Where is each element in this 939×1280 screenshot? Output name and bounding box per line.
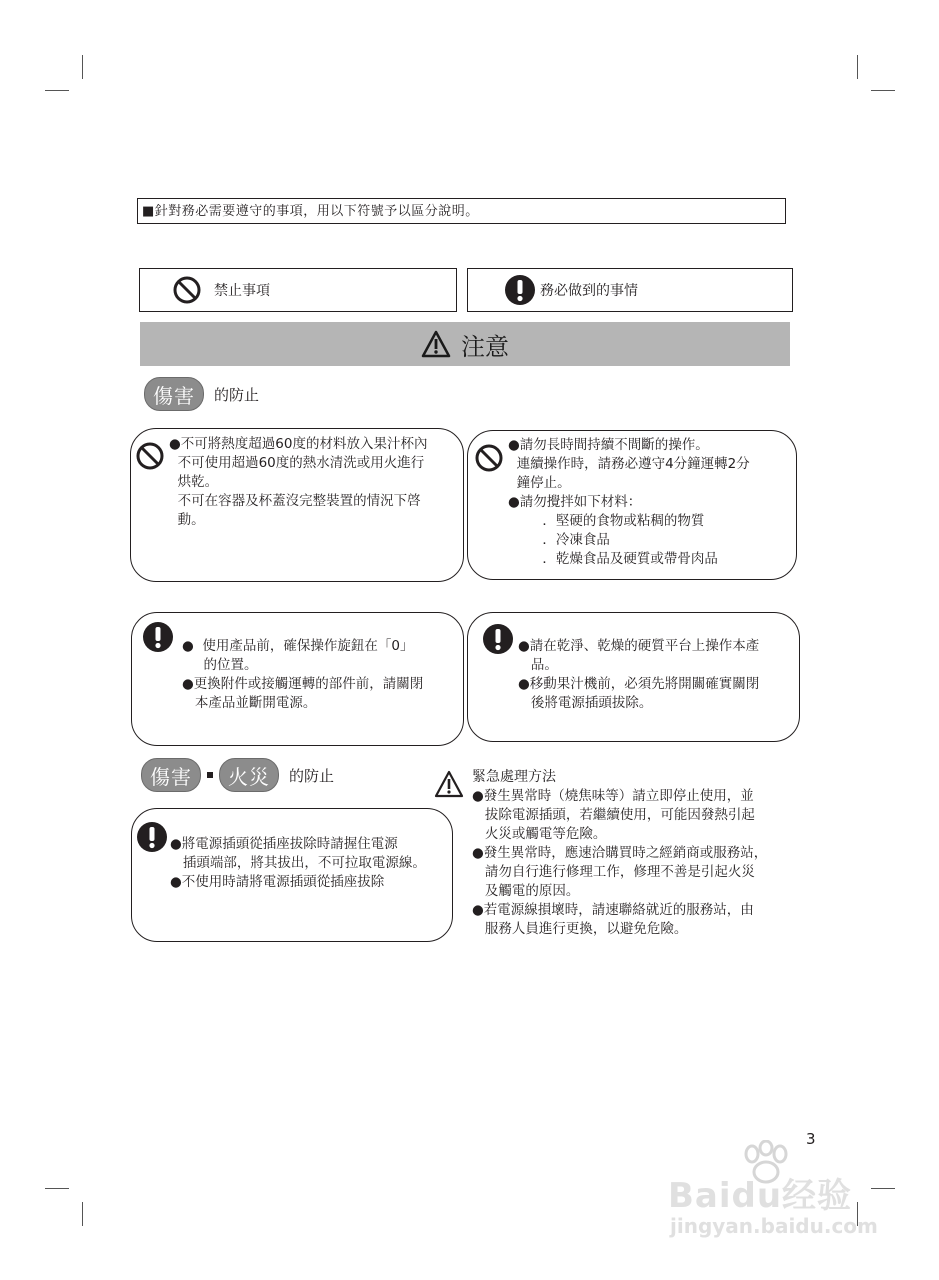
crop-mark bbox=[82, 1202, 83, 1226]
emergency-title: 緊急處理方法 bbox=[472, 769, 556, 785]
emergency-line: 請勿自行進行修理工作，修理不善是引起火災 bbox=[472, 864, 755, 880]
exclamation-icon bbox=[142, 621, 174, 653]
emergency-text bbox=[472, 768, 556, 787]
emergency-line: 火災或觸電等危險。 bbox=[472, 826, 607, 842]
intro-note: ■針對務必需要遵守的事項，用以下符號予以區分說明。 bbox=[137, 198, 786, 224]
crop-mark bbox=[45, 1188, 69, 1189]
card-text bbox=[508, 436, 750, 569]
fire-badge: 火災 bbox=[219, 758, 279, 792]
exclamation-icon bbox=[482, 623, 514, 655]
exclamation-icon bbox=[504, 274, 536, 306]
card-line: ●不使用時請將電源插頭從插座拔除 bbox=[170, 874, 385, 890]
warning-card-heat bbox=[130, 428, 464, 582]
injury-badge: 傷害 bbox=[144, 377, 204, 411]
card-text bbox=[182, 637, 423, 713]
card-line: 烘乾。 bbox=[169, 474, 219, 490]
prohibit-icon bbox=[474, 443, 504, 473]
emergency-line: ●若電源線損壞時，請速聯絡就近的服務站，由 bbox=[472, 902, 754, 918]
section-text: 的防止 bbox=[289, 766, 335, 785]
card-line: ● 使用產品前，確保操作旋鈕在「0」 bbox=[182, 638, 414, 654]
separator-dot bbox=[207, 772, 213, 778]
crop-mark bbox=[82, 55, 83, 79]
card-line: ●將電源插頭從插座拔除時請握住電源 bbox=[170, 836, 398, 852]
warning-card-operation bbox=[467, 430, 797, 580]
card-line: 不可使用超過60度的熱水清洗或用火進行 bbox=[169, 455, 425, 471]
card-line: 動。 bbox=[169, 512, 205, 528]
emergency-line: 服務人員進行更換，以避免危險。 bbox=[472, 921, 688, 937]
emergency-line: ●發生異常時，應速洽購買時之經銷商或服務站， bbox=[472, 845, 768, 861]
page-number: 3 bbox=[806, 1130, 816, 1148]
caution-title: 注意 bbox=[461, 332, 509, 361]
legend-must-do-label: 務必做到的事情 bbox=[540, 283, 638, 299]
card-line: 鐘停止。 bbox=[508, 475, 571, 491]
card-line: 本產品並斷開電源。 bbox=[182, 695, 317, 711]
card-line: 插頭端部，將其拔出，不可拉取電源線。 bbox=[170, 855, 426, 871]
card-text bbox=[169, 435, 427, 530]
card-line: ●更換附件或接觸運轉的部件前，請關閉 bbox=[182, 676, 424, 692]
instruction-card-plug bbox=[131, 808, 453, 942]
exclamation-icon bbox=[136, 821, 168, 853]
caution-header bbox=[140, 322, 790, 366]
card-line: ●請勿攪拌如下材料： bbox=[508, 494, 642, 510]
watermark-brand: Baidu经验 bbox=[668, 1176, 853, 1216]
emergency-text bbox=[472, 787, 767, 939]
card-line: ●不可將熱度超過60度的材料放入果汁杯內 bbox=[169, 436, 428, 452]
card-line: 連續操作時，請務必遵守4分鐘運轉2分 bbox=[508, 456, 750, 472]
warning-triangle-icon bbox=[434, 770, 464, 798]
card-line: ●請勿長時間持續不間斷的操作。 bbox=[508, 437, 709, 453]
legend-prohibit-label: 禁止事項 bbox=[214, 283, 270, 299]
section-injury-prevention bbox=[144, 377, 259, 411]
legend-prohibit bbox=[139, 268, 457, 312]
warning-triangle-icon bbox=[421, 330, 451, 358]
instruction-card-knob bbox=[131, 612, 464, 746]
watermark bbox=[668, 1140, 888, 1240]
section-text: 的防止 bbox=[214, 385, 260, 404]
card-text bbox=[170, 835, 426, 892]
prohibit-icon bbox=[172, 275, 202, 305]
card-text bbox=[518, 637, 759, 713]
card-line: 品。 bbox=[518, 657, 558, 673]
crop-mark bbox=[45, 90, 69, 91]
card-line: ．乾燥食品及硬質或帶骨肉品 bbox=[508, 551, 718, 567]
card-line: 後將電源插頭拔除。 bbox=[518, 695, 653, 711]
card-line: ．冷凍食品 bbox=[508, 532, 610, 548]
card-line: 的位置。 bbox=[182, 657, 258, 673]
watermark-url: jingyan.baidu.com bbox=[670, 1214, 878, 1238]
card-line: ●請在乾淨、乾燥的硬質平台上操作本產 bbox=[518, 638, 760, 654]
legend-must-do bbox=[467, 268, 793, 312]
card-line: ．堅硬的食物或粘稠的物質 bbox=[508, 513, 705, 529]
emergency-line: 拔除電源插頭，若繼續使用，可能因發熱引起 bbox=[472, 807, 755, 823]
card-line: 不可在容器及杯蓋沒完整裝置的情況下啓 bbox=[169, 493, 421, 509]
crop-mark bbox=[871, 90, 895, 91]
crop-mark bbox=[857, 55, 858, 79]
injury-badge: 傷害 bbox=[141, 758, 201, 792]
instruction-card-platform bbox=[467, 612, 800, 742]
emergency-line: ●發生異常時（燒焦味等）請立即停止使用，並 bbox=[472, 788, 754, 804]
emergency-line: 及觸電的原因。 bbox=[472, 883, 580, 899]
section-injury-fire-prevention bbox=[141, 758, 334, 792]
card-line: ●移動果汁機前，必須先將開關確實關閉 bbox=[518, 676, 760, 692]
prohibit-icon bbox=[135, 441, 165, 471]
